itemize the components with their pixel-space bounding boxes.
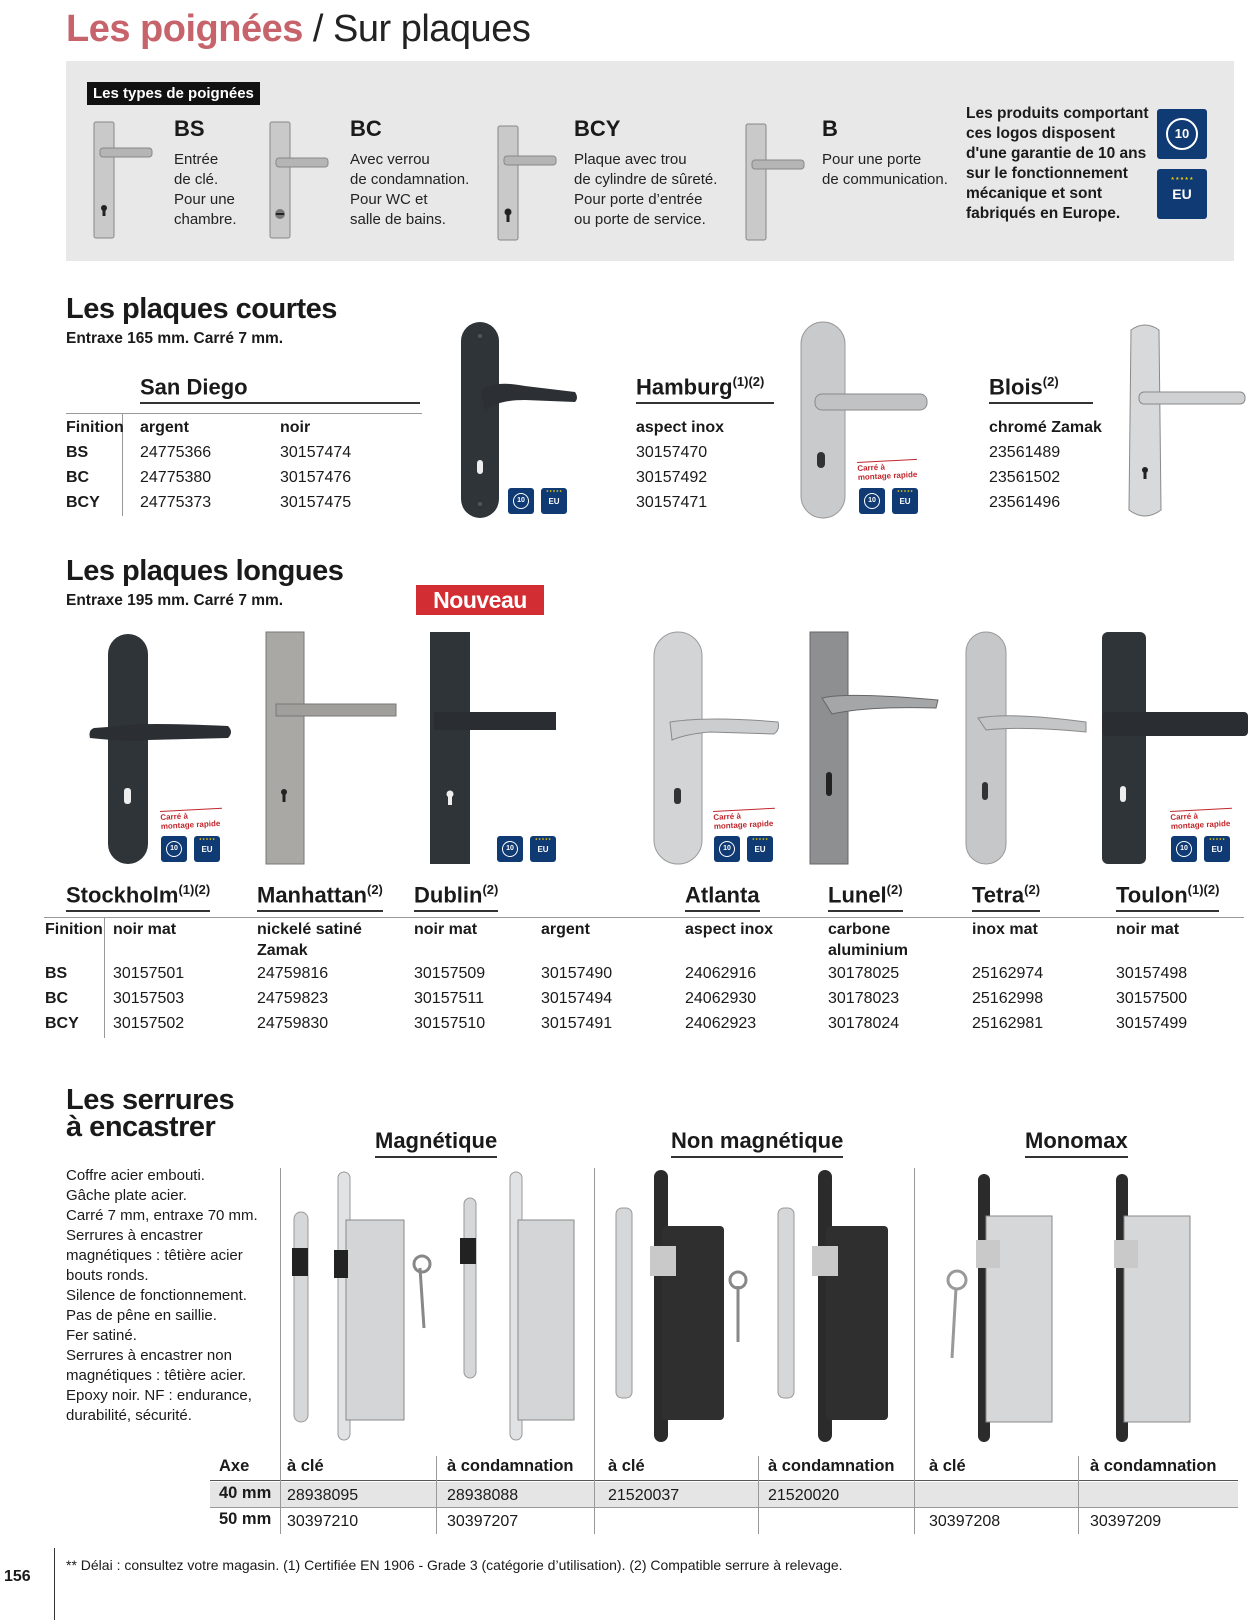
non-magnetic-locks-image [610, 1168, 910, 1444]
table-cell: 30397207 [447, 1513, 519, 1530]
divider [436, 1456, 437, 1534]
handle-types-label: Les types de poignées [87, 82, 260, 105]
san-diego-argent-column: argent 24775366 24775380 24775373 [140, 419, 212, 511]
dublin-noir-column: noir mat 30157509 30157511 30157510 [414, 921, 486, 1032]
hamburg-10-years-icon: 10 [859, 488, 885, 514]
axe-header: Axe [219, 1457, 250, 1475]
stockholm-10-years-icon: 10 [161, 836, 187, 862]
san-diego-noir-column: noir 30157474 30157476 30157475 [280, 419, 352, 511]
type-code-bc: BC [350, 116, 382, 141]
quick-mount-badge-toulon: Carré à montage rapide [1170, 808, 1233, 831]
product-name-san-diego: San Diego [140, 374, 420, 404]
stockholm-handle-image [88, 630, 238, 868]
type-desc-bcy: Plaque avec trou de cylindre de sûreté. Pour porte d’entrée ou porte de service. [574, 151, 718, 228]
column-header: à clé [608, 1457, 645, 1475]
section-subtitle-courtes: Entraxe 165 mm. Carré 7 mm. [66, 330, 284, 347]
stockholm-eu-icon: * * * EU [194, 836, 220, 862]
dublin-handle-image [428, 630, 560, 866]
section-title-courtes: Les plaques courtes [66, 293, 337, 325]
section-subtitle-longues: Entraxe 195 mm. Carré 7 mm. [66, 592, 284, 609]
table-cell: 30397209 [1090, 1513, 1162, 1530]
hamburg-column: aspect inox 30157470 30157492 30157471 [636, 419, 725, 511]
handle-type-bcy-image [490, 122, 560, 246]
divider [758, 1456, 759, 1534]
guarantee-text: Les produits comportant ces logos disposent d'une garantie de 10 ans sur le fonctionnement mécanique et sont fabriqués en Europe. [966, 105, 1149, 222]
product-name-hamburg: Hamburg$^{(1)(2)}$ [636, 374, 774, 404]
group-title-monomax: Monomax [1025, 1128, 1128, 1158]
san-diego-eu-icon: * * * EU [541, 488, 567, 514]
made-in-eu-icon: * * * EU [1157, 169, 1207, 219]
product-name-toulon: Toulon$^{(1)(2)}$ [1116, 882, 1219, 912]
table-cell: 21520037 [608, 1487, 680, 1504]
handle-type-b-image [738, 120, 808, 244]
page-number: 156 [4, 1568, 31, 1585]
manhattan-column: nickelé satiné Zamak 24759816 24759823 24759830 [257, 921, 362, 1032]
footnote: ** Délai : consultez votre magasin. (1) Certifiée EN 1906 - Grade 3 (catégorie d’utilisation). (2) Compatible serrure à relevage. [66, 1557, 843, 1573]
product-name-dublin: Dublin$^{(2)}$ [414, 882, 498, 912]
group-title-magnetique: Magnétique [375, 1128, 497, 1158]
toulon-10-years-icon: 10 [1171, 836, 1197, 862]
quick-mount-badge-hamburg: Carré à montage rapide [857, 459, 918, 482]
toulon-eu-icon: * * * EU [1204, 836, 1230, 862]
divider [210, 1480, 1238, 1481]
page-title [66, 8, 530, 51]
divider [280, 1456, 281, 1534]
type-desc-b: Pour une porte de communication. [822, 151, 948, 188]
product-name-manhattan: Manhattan$^{(2)}$ [257, 882, 383, 912]
product-name-tetra: Tetra$^{(2)}$ [972, 882, 1040, 912]
hamburg-eu-icon: * * * EU [892, 488, 918, 514]
tetra-handle-image [962, 630, 1092, 866]
column-header: à clé [929, 1457, 966, 1475]
type-code-bs: BS [174, 116, 205, 141]
handle-type-bc-image [262, 118, 332, 242]
san-diego-10-years-icon: 10 [508, 488, 534, 514]
manhattan-handle-image [264, 630, 400, 866]
divider [54, 1548, 55, 1620]
section-title-longues: Les plaques longues [66, 555, 344, 587]
magnetic-locks-image [292, 1168, 592, 1444]
stockholm-column: noir mat 30157501 30157503 30157502 [113, 921, 185, 1032]
atlanta-10-years-icon: 10 [714, 836, 740, 862]
type-desc-bc: Avec verrou de condamnation. Pour WC et salle de bains. [350, 151, 470, 228]
divider [104, 918, 105, 1038]
divider [914, 1456, 915, 1534]
lunel-handle-image [808, 630, 944, 866]
dublin-10-years-icon: 10 [497, 836, 523, 862]
blois-handle-image [1125, 320, 1250, 520]
section-title-serrures: Les serrures à encastrer [66, 1084, 235, 1143]
toulon-column: noir mat 30157498 30157500 30157499 [1116, 921, 1188, 1032]
atlanta-column: aspect inox 24062916 24062930 24062923 [685, 921, 774, 1032]
handle-type-bs-image [86, 118, 156, 242]
dublin-eu-icon: * * * EU [530, 836, 556, 862]
table-row-stripe [210, 1482, 1238, 1507]
title-main: Les poignées [66, 8, 303, 50]
product-name-atlanta: Atlanta [685, 882, 760, 912]
table-cell: 30397208 [929, 1513, 1001, 1530]
type-code-b: B [822, 116, 838, 141]
table-cell: 28938095 [287, 1487, 359, 1504]
table-cell: 30397210 [287, 1513, 359, 1530]
courtes-row-labels: Finition BS BC BCY [66, 419, 124, 511]
column-header: à condamnation [447, 1457, 574, 1475]
serrures-description: Coffre acier embouti. Gâche plate acier. Carré 7 mm, entraxe 70 mm. Serrures à encastrer magnétiques : têtière acier bouts ronds. Silence de fonctionnement. Pas de pêne en saillie. Fer satiné. Serrures à encastrer non magnétiques : têtière acier. Epoxy noir. NF : endurance, durabilité, sécurité. [66, 1167, 258, 1424]
blois-column: chromé Zamak 23561489 23561502 23561496 [989, 419, 1102, 511]
axe-40mm: 40 mm [219, 1484, 272, 1502]
table-cell: 21520020 [768, 1487, 840, 1504]
type-desc-bs: Entrée de clé. Pour une chambre. [174, 151, 237, 228]
divider [1078, 1456, 1079, 1534]
lunel-column: carbone aluminium 30178025 30178023 30178024 [828, 921, 909, 1032]
new-badge: Nouveau [416, 585, 544, 615]
atlanta-eu-icon: * * * EU [747, 836, 773, 862]
divider [66, 413, 422, 414]
group-title-non-magnetique: Non magnétique [671, 1128, 843, 1158]
type-code-bcy: BCY [574, 116, 621, 141]
quick-mount-badge-stockholm: Carré à montage rapide [160, 808, 223, 831]
longues-row-labels: Finition BS BC BCY [45, 921, 103, 1032]
product-name-lunel: Lunel$^{(2)}$ [828, 882, 903, 912]
product-name-stockholm: Stockholm$^{(1)(2)}$ [66, 882, 210, 912]
column-header: à condamnation [1090, 1457, 1217, 1475]
divider [594, 1456, 595, 1534]
table-cell: 28938088 [447, 1487, 519, 1504]
title-sub: / Sur plaques [312, 8, 531, 50]
column-header: à condamnation [768, 1457, 895, 1475]
quick-mount-badge-atlanta: Carré à montage rapide [713, 808, 776, 831]
column-header: à clé [287, 1457, 324, 1475]
product-name-blois: Blois$^{(2)}$ [989, 374, 1093, 404]
guarantee-10-years-icon: 10 [1157, 109, 1207, 159]
dublin-argent-column: argent 30157490 30157494 30157491 [541, 921, 613, 1032]
divider [210, 1507, 1238, 1508]
tetra-column: inox mat 25162974 25162998 25162981 [972, 921, 1044, 1032]
divider [44, 917, 1244, 918]
axe-50mm: 50 mm [219, 1510, 272, 1528]
monomax-locks-image [940, 1168, 1240, 1444]
